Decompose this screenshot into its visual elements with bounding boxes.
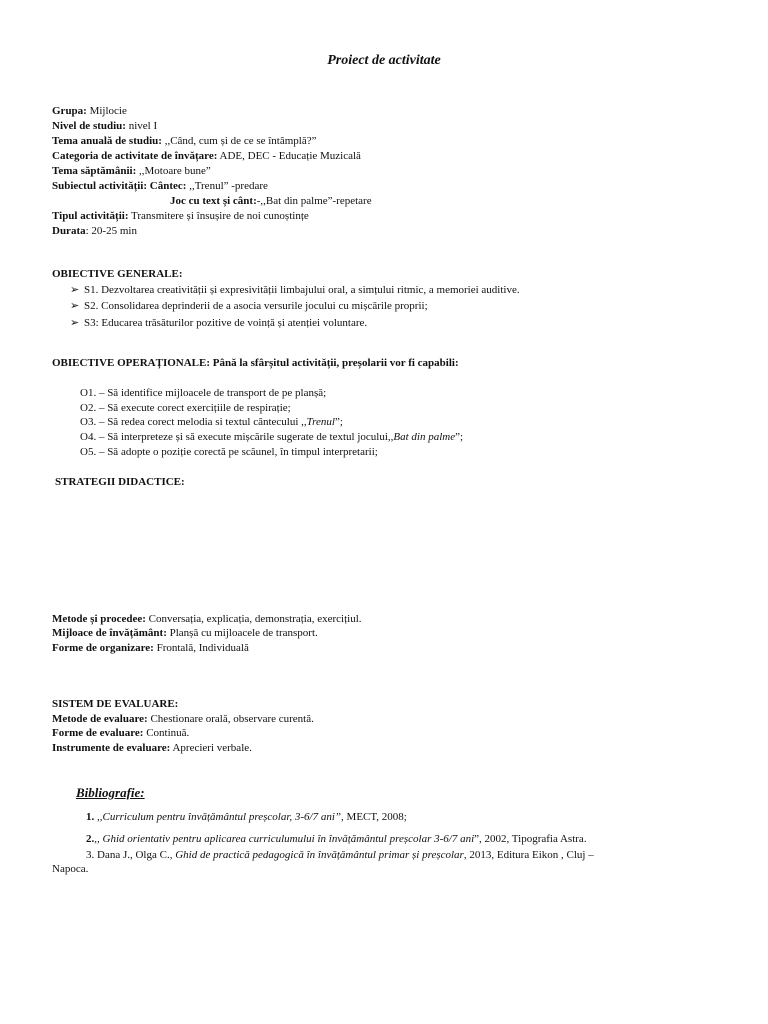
arrow-bullet-icon: ➢ [70,284,80,296]
obiectiv-operational-o3: O3. – Să redea corect melodia si textul cântecului ,,Trenul”; [80,416,343,428]
tema-saptamanii-line [52,164,211,178]
obiective-generale-heading: OBIECTIVE GENERALE: [52,268,183,280]
categoria-label: Categoria de activitate de învățare: [52,150,218,162]
bibliografie-heading: Bibliografie: [76,785,145,800]
nivel-line [52,119,157,133]
durata-label: Durata [52,225,86,237]
obiectiv-operational-o2: O2. – Să execute corect exercițiile de respirație; [80,402,291,414]
durata-line [52,224,137,238]
joc-line [170,194,372,208]
tipul-line [52,209,309,223]
forme-organizare-line: Forme de organizare: Frontală, Individuală [52,642,249,654]
obiectiv-operational-o4: O4. – Să interpreteze și să execute mișcările sugerate de textul jocului,,Bat din palme”; [80,431,464,443]
bibliografie-item-3-continuation: Napoca. [52,863,89,875]
categoria-value: ADE, DEC - Educație Muzicală [217,150,361,162]
grupa-line [52,104,127,118]
mijloace-line: Mijloace de învățământ: Planșă cu mijloacele de transport. [52,627,318,639]
subiect-line [52,179,268,193]
nivel-value: nivel I [125,120,158,132]
tema-anuala-line [52,134,317,148]
obiectiv-operational-o1: O1. – Să identifice mijloacele de transport de pe planșă; [80,387,327,399]
arrow-bullet-icon: ➢ [70,317,80,329]
obiectiv-general-item: ➢ S1. Dezvoltarea creativității și expresivității limbajului oral, a simțului ritmic, a memoriei auditive. [70,284,520,296]
tipul-value: Transmitere și însușire de noi cunoștințe [128,210,309,222]
arrow-bullet-icon: ➢ [70,300,80,312]
obiectiv-general-item: ➢ S3: Educarea trăsăturilor pozitive de voință și atenției voluntare. [70,317,368,329]
metode-procedee-line: Metode și procedee: Conversația, explicația, demonstrația, exercițiul. [52,613,362,625]
subiect-cantec-label: Cântec: [147,180,187,192]
obiective-operationale-heading: OBIECTIVE OPERAȚIONALE: Până la sfârșitul activității, preșolarii vor fi capabili: [52,357,459,369]
joc-label: Joc cu text și cânt: [170,195,257,207]
forme-evaluare-line: Forme de evaluare: Continuă. [52,727,190,739]
bibliografie-item-1: 1. ,,Curriculum pentru învățământul preșcolar, 3-6/7 ani”, MECT, 2008; [86,811,407,823]
grupa-value: Mijlocie [86,105,127,117]
subiect-label: Subiectul activității: [52,180,148,192]
metode-evaluare-line: Metode de evaluare: Chestionare orală, observare curentă. [52,713,314,725]
nivel-label: Nivel de studiu: [52,120,126,132]
strategii-heading: STRATEGII DIDACTICE: [55,476,185,488]
instrumente-evaluare-line: Instrumente de evaluare: Aprecieri verbale. [52,742,252,754]
tema-anuala-label: Tema anuală de studiu: [52,135,162,147]
tema-anuala-value: ,,Când, cum și de ce se întâmplă?” [161,135,317,147]
evaluare-heading: SISTEM DE EVALUARE: [52,698,179,710]
grupa-label: Grupa: [52,105,87,117]
subiect-cantec-value: ,,Trenul” -predare [186,180,268,192]
obiectiv-general-item: ➢ S2. Consolidarea deprinderii de a asocia versurile jocului cu mișcările proprii; [70,300,428,312]
durata-value: : 20-25 min [85,225,137,237]
categoria-line [52,149,361,163]
joc-value: -,,Bat din palme”-repetare [256,195,372,207]
obiectiv-operational-o5: O5. – Să adopte o poziție corectă pe scăunel, în timpul interpretarii; [80,446,378,458]
bibliografie-item-2: 2.,, Ghid orientativ pentru aplicarea curriculumului în învățământul preșcolar 3-6/7 ani”, 2002, Tipografia Astra. [86,833,587,845]
tipul-label: Tipul activității: [52,210,129,222]
tema-saptamanii-label: Tema săptămânii: [52,165,137,177]
bibliografie-item-3: 3. Dana J., Olga C., Ghid de practică pedagogică în învățământul primar și preșcolar, 2013, Editura Eikon , Cluj – [86,849,594,861]
tema-saptamanii-value: ,,Motoare bune” [136,165,211,177]
page-title: Proiect de activitate [327,53,441,68]
